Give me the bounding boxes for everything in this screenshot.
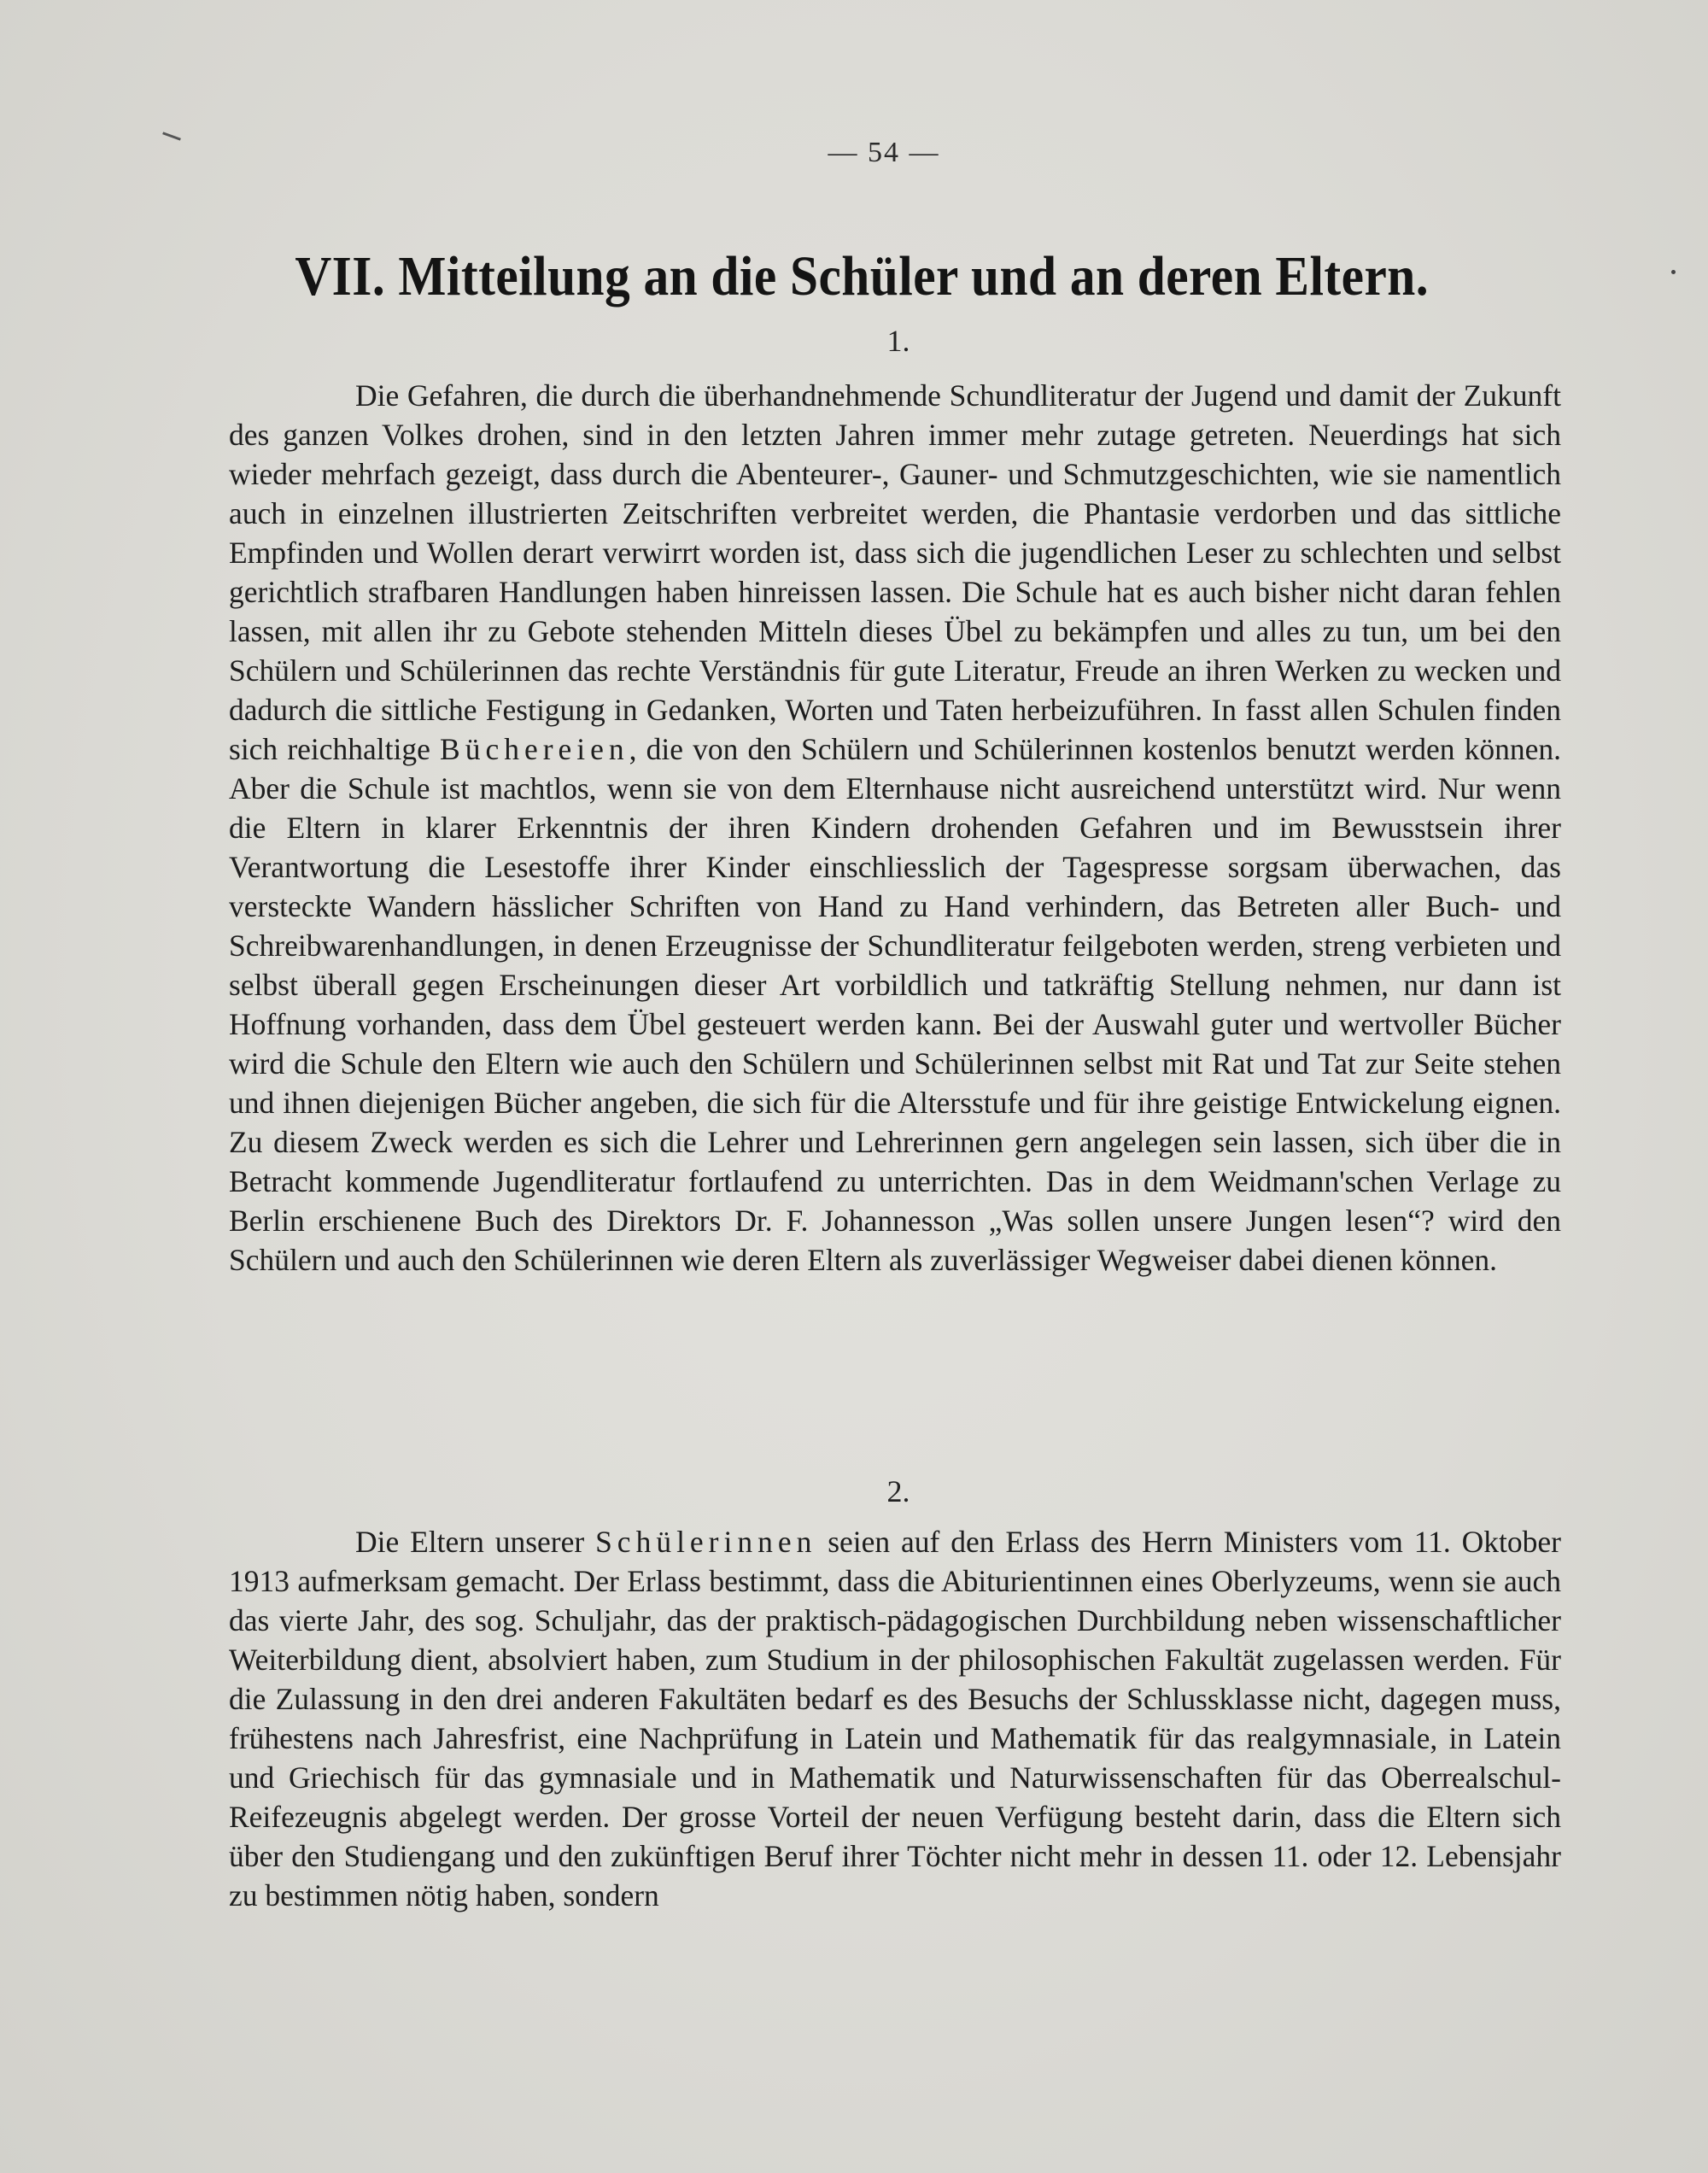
section-paragraph: [229, 1522, 1561, 1915]
spaced-emphasis: Büchereien: [440, 732, 629, 766]
scan-mark: [1671, 270, 1676, 274]
paragraph-text: seien auf den Erlass des Herrn Ministers vom 11. Oktober 1913 aufmerksam gemacht. Der Erlass bestimmt, dass die Abiturientinnen eines Oberlyzeums, wenn sie auch das vierte Jahr, des sog. Schuljahr, das der praktisch-pädagogischen Durchbildung neben wissenschaftlicher Weiterbildung dient, absolviert haben, zum Studium in der philosophischen Fakultät zugelassen werden. Für die Zulassung in den drei anderen Fakultäten bedarf es des Besuchs der Schlussklasse nicht, dagegen muss, frühestens nach Jahresfrist, eine Nachprüfung in Latein und Mathematik für das realgymnasiale, in Latein und Griechisch für das gymnasiale und in Mathematik und Naturwissenschaften für das Oberrealschul-Reifezeugnis abgelegt werden. Der grosse Vorteil der neuen Verfügung besteht darin, dass die Eltern sich über den Studiengang und den zukünftigen Beruf ihrer Töchter nicht mehr in dessen 11. oder 12. Lebensjahr zu bestimmen nötig haben, sondern: [229, 1525, 1561, 1912]
paragraph-text: , die von den Schülern und Schülerinnen kostenlos benutzt werden können. Aber die Schule ist machtlos, wenn sie von dem Elternhause nicht ausreichend unterstützt wird. Nur wenn die Eltern in klarer Erkenntnis der ihren Kindern drohenden Gefahren und im Bewusstsein ihrer Verantwortung die Lesestoffe ihrer Kinder einschliesslich der Tagespresse sorgsam überwachen, das versteckte Wandern hässlicher Schriften von Hand zu Hand verhindern, das Betreten aller Buch- und Schreibwarenhandlungen, in denen Erzeugnisse der Schundliteratur feilgeboten werden, streng verbieten und selbst überall gegen Erscheinungen dieser Art vorbildlich und tatkräftig Stellung nehmen, nur dann ist Hoffnung vorhanden, dass dem Übel gesteuert werden kann. Bei der Auswahl guter und wertvoller Bücher wird die Schule den Eltern wie auch den Schülern und Schülerinnen selbst mit Rat und Tat zur Seite stehen und ihnen diejenigen Bücher angeben, die sich für die Altersstufe und für ihre geistige Entwickelung eignen. Zu diesem Zweck werden es sich die Lehrer und Lehrerinnen gern angelegen sein lassen, sich über die in Betracht kommende Jugendliteratur fortlaufend zu unterrichten. Das in dem Weidmann'schen Verlage zu Berlin erschienene Buch des Direktors Dr. F. Johannesson „Was sollen unsere Jungen lesen“? wird den Schülern und auch den Schülerinnen wie deren Eltern als zuverlässiger Wegweiser dabei dienen können.: [229, 732, 1561, 1277]
section-number: 1.: [886, 324, 910, 358]
paragraph-text: Die Eltern unserer: [355, 1525, 596, 1559]
spaced-emphasis: Schülerinnen: [595, 1525, 817, 1559]
chapter-title: VII. Mitteilung an die Schüler und an deren Eltern.: [295, 245, 1430, 308]
section-paragraph: [229, 376, 1561, 1280]
paragraph-text: Die Gefahren, die durch die überhandnehmende Schundliteratur der Jugend und damit der Zukunft des ganzen Volkes drohen, sind in den letzten Jahren immer mehr zutage getreten. Neuerdings hat sich wieder mehrfach gezeigt, dass durch die Abenteurer-, Gauner- und Schmutzgeschichten, wie sie namentlich auch in einzelnen illustrierten Zeitschriften verbreitet werden, die Phantasie verdorben und das sittliche Empfinden und Wollen derart verwirrt worden ist, dass sich die jugendlichen Leser zu schlechten und selbst gerichtlich strafbaren Handlungen haben hinreissen lassen. Die Schule hat es auch bisher nicht daran fehlen lassen, mit allen ihr zu Gebote stehenden Mitteln dieses Übel zu bekämpfen und alles zu tun, um bei den Schülern und Schülerinnen das rechte Verständnis für gute Literatur, Freude an ihren Werken zu wecken und dadurch die sittliche Festigung in Gedanken, Worten und Taten herbeizuführen. In fasst allen Schulen finden sich reichhaltige: [229, 378, 1561, 766]
page-number: — 54 —: [828, 137, 940, 168]
section-number: 2.: [886, 1474, 910, 1508]
